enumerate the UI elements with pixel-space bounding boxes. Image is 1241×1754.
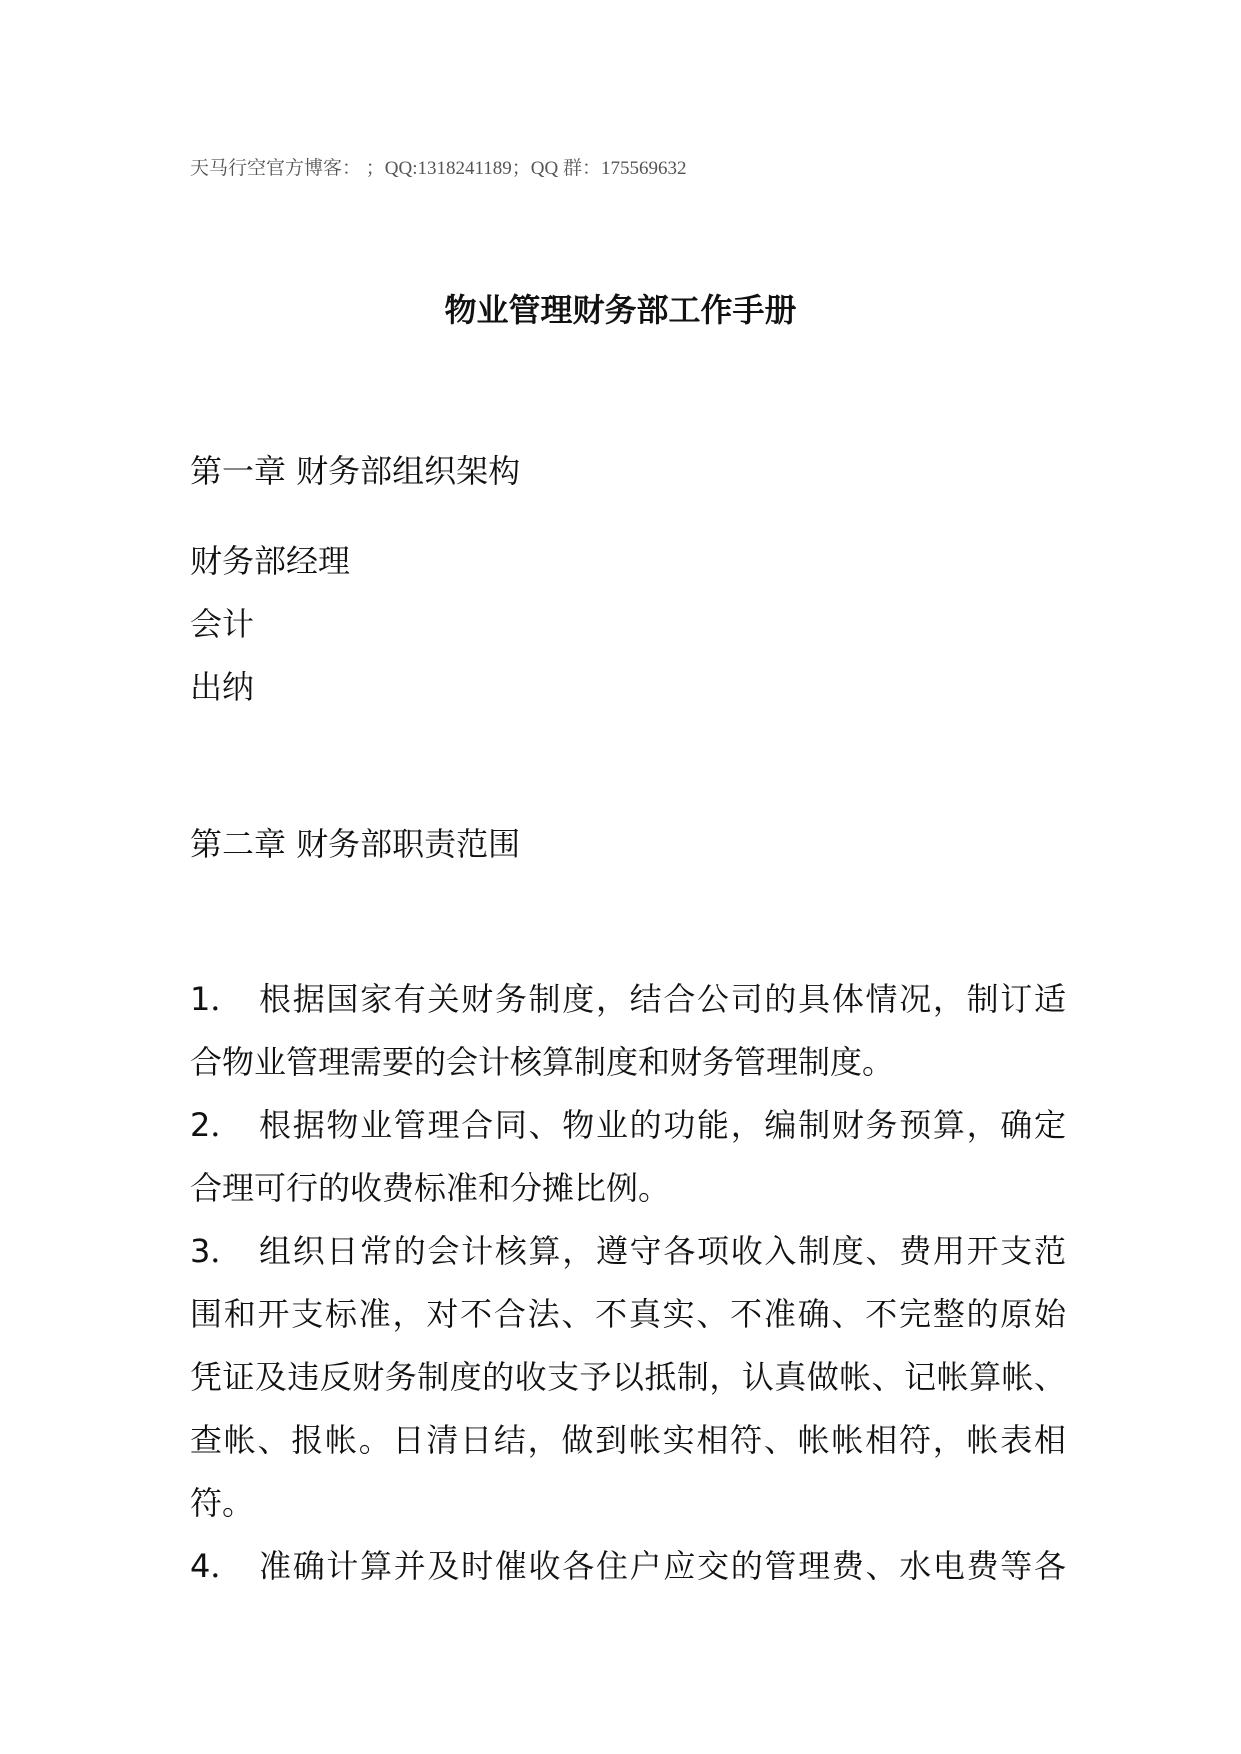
duty-item-number: 3． [190, 1232, 243, 1270]
duty-item-number: 1． [190, 980, 243, 1018]
duty-item-text: 合理可行的收费标准和分摊比例。 [190, 1169, 671, 1207]
document-title: 物业管理财务部工作手册 [444, 291, 797, 329]
chapter-2-heading: 第二章 财务部职责范围 [190, 825, 521, 863]
duty-item-4-line [190, 1535, 1066, 1598]
duty-item-3-line [190, 1220, 1066, 1283]
duty-item-text: 查帐、报帐。日清日结，做到帐实相符、帐帐相符，帐表相 [190, 1421, 1066, 1459]
duty-item-text: 组织日常的会计核算，遵守各项收入制度、费用开支范 [259, 1232, 1066, 1270]
duty-item-text: 符。 [190, 1484, 255, 1522]
duty-item-text: 凭证及违反财务制度的收支予以抵制，认真做帐、记帐算帐、 [190, 1358, 1066, 1396]
duties-list [190, 968, 1066, 1598]
duty-item-text: 准确计算并及时催收各住户应交的管理费、水电费等各 [259, 1547, 1066, 1585]
role-item: 出纳 [190, 668, 255, 706]
duty-item-text: 根据国家有关财务制度，结合公司的具体情况，制订适 [259, 980, 1066, 1018]
duty-item-number: 4． [190, 1547, 243, 1585]
duty-item-2-line [190, 1094, 1066, 1157]
duty-item-text: 根据物业管理合同、物业的功能，编制财务预算，确定 [259, 1106, 1066, 1144]
chapter-1-heading: 第一章 财务部组织架构 [190, 452, 521, 490]
duty-item-text: 合物业管理需要的会计核算制度和财务管理制度。 [190, 1043, 895, 1081]
duty-item-number: 2． [190, 1106, 243, 1144]
duty-item-text: 围和开支标准，对不合法、不真实、不准确、不完整的原始 [190, 1295, 1066, 1333]
role-item: 会计 [190, 605, 255, 643]
org-roles-list [190, 530, 790, 719]
page-header-contact: 天马行空官方博客： ；QQ:1318241189；QQ 群：175569632 [190, 158, 687, 179]
duty-item-1-line [190, 968, 1066, 1031]
role-item: 财务部经理 [190, 542, 351, 580]
